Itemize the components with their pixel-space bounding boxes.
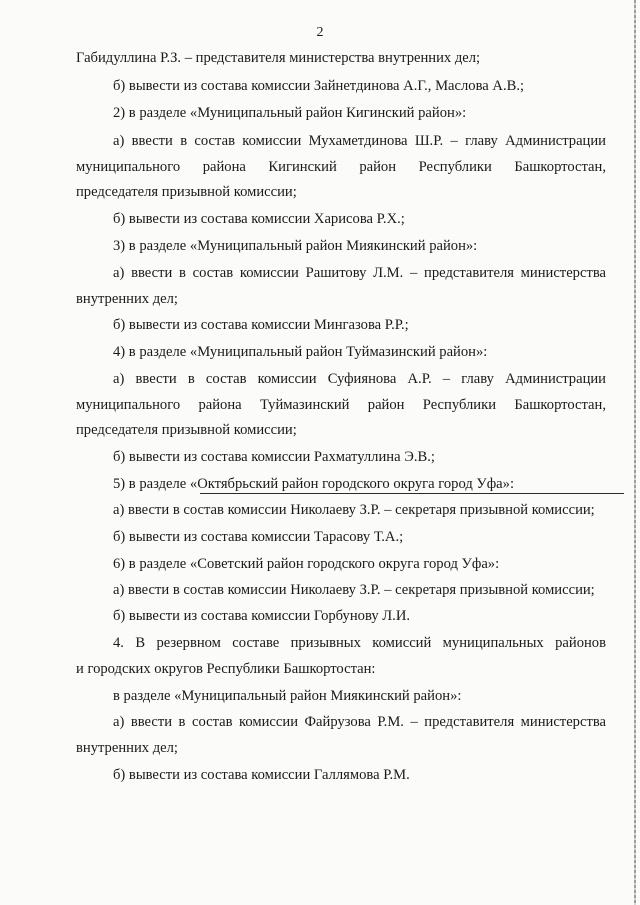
text-line: председателя призывной комиссии; [76,184,297,200]
scan-edge [634,0,636,905]
text-line: б) вывести из состава комиссии Мингазова Р.Р.; [113,317,409,333]
text-line: а) ввести в состав комиссии Суфиянова А.Р. – главу Администрации [113,371,606,387]
text-line: 4. В резервном составе призывных комиссий муниципальных районов [113,635,606,651]
text-line: а) ввести в состав комиссии Файрузова Р.М. – представителя министерства [113,714,606,730]
text-line: муниципального района Туймазинский район Республики Башкортостан, [76,397,606,413]
strike-line [200,493,624,494]
text-line: 3) в разделе «Муниципальный район Миякинский район»: [113,238,478,254]
text-line: внутренних дел; [76,740,178,756]
text-line: 5) в разделе «Октябрьский район городского округа город Уфа»: [113,476,515,492]
text-line: муниципального района Кигинский район Республики Башкортостан, [76,159,606,175]
text-line: и городских округов Республики Башкортостан: [76,661,376,677]
text-line: а) ввести в состав комиссии Николаеву З.Р. – секретаря призывной комиссии; [113,582,595,598]
text-line: б) вывести из состава комиссии Зайнетдинова А.Г., Маслова А.В.; [113,78,525,94]
text-line: б) вывести из состава комиссии Рахматуллина Э.В.; [113,449,435,465]
text-line: председателя призывной комиссии; [76,422,297,438]
page-number: 2 [316,25,324,40]
text-line: б) вывести из состава комиссии Тарасову Т.А.; [113,529,404,545]
text-line: в разделе «Муниципальный район Миякинский район»: [113,688,462,704]
text-line: а) ввести в состав комиссии Николаеву З.Р. – секретаря призывной комиссии; [113,502,595,518]
text-line: б) вывести из состава комиссии Горбунову Л.И. [113,608,411,624]
text-line: 6) в разделе «Советский район городского округа город Уфа»: [113,556,500,572]
text-line: 2) в разделе «Муниципальный район Кигинский район»: [113,105,467,121]
text-line: 4) в разделе «Муниципальный район Туймазинский район»: [113,344,488,360]
text-line: Габидуллина Р.З. – представителя министерства внутренних дел; [76,50,481,66]
text-line: б) вывести из состава комиссии Харисова Р.Х.; [113,211,405,227]
text-line: б) вывести из состава комиссии Галлямова Р.М. [113,767,410,783]
text-line: а) ввести в состав комиссии Рашитову Л.М. – представителя министерства [113,265,606,281]
text-line: внутренних дел; [76,291,178,307]
text-line: а) ввести в состав комиссии Мухаметдинова Ш.Р. – главу Администрации [113,133,606,149]
